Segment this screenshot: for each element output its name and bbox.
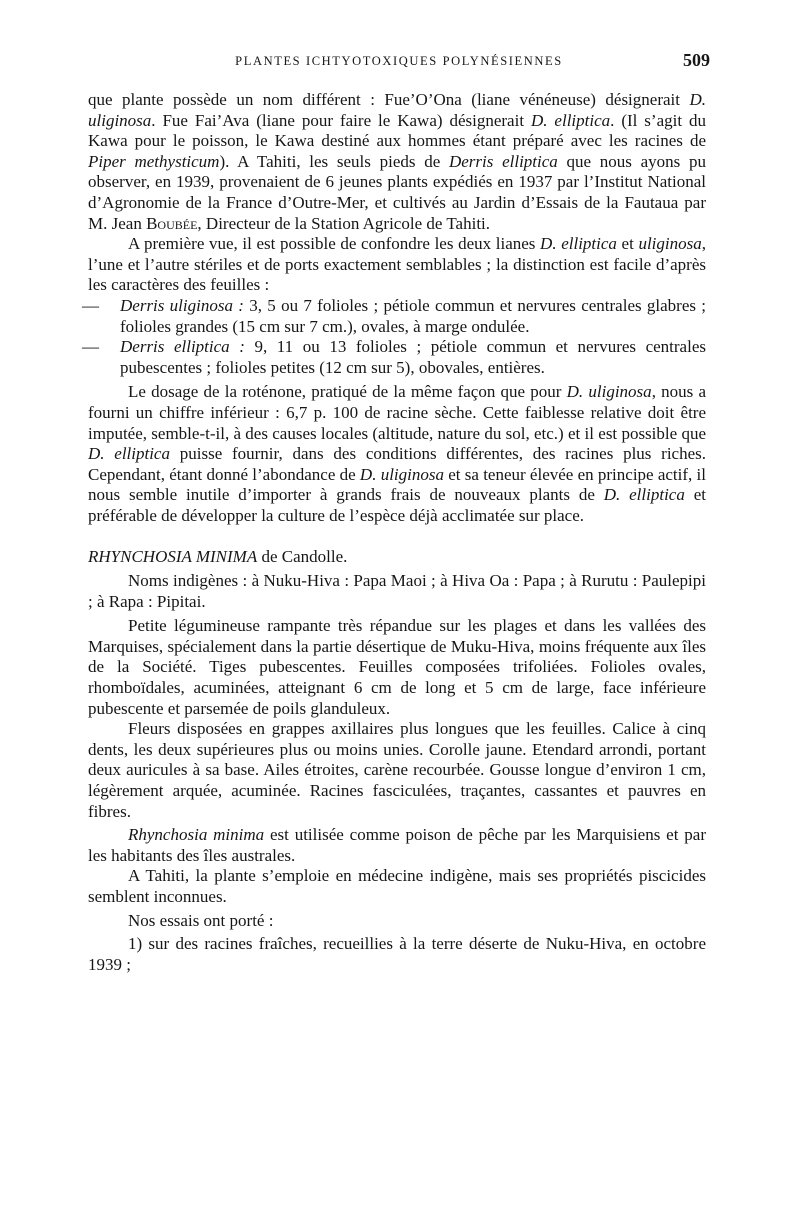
text-run: Noms indigènes : à Nuku-Hiva : Papa Maoi ; à Hiva Oa : Papa ; à Rurutu : Paulepipi ; à Rapa : Pipitai.: [88, 571, 706, 611]
paragraph-trials: [88, 911, 706, 932]
list-item-text: [120, 337, 706, 377]
paragraph-tahiti: [88, 866, 706, 907]
italic-run: D. elliptica: [540, 234, 617, 254]
text-run: 3, 5 ou 7 folioles ; pétiole commun et nervures centrales glabres ; folioles grandes (15 cm sur 7 cm.), ovales, à marge ondulée.: [120, 295, 707, 336]
italic-run: D. uliginosa: [566, 382, 652, 402]
text-run: , Directeur de la Station Agricole de Tahiti.: [197, 213, 491, 233]
italic-run: D. uliginosa: [359, 464, 444, 484]
italic-run: D. elliptica: [530, 110, 611, 130]
text-run: puisse fournir, dans des conditions différentes, des racines plus riches. Cependant, étant donné l’abondance de: [88, 444, 707, 484]
text-run: Fleurs disposées en grappes axillaires plus longues que les feuilles. Calice à cinq dents, les deux supérieures plus ou moins unies. Corolle jaune. Etendard arrondi, portant deux auricules à sa base. Ailes étroites, carène recourbée. Gousse longue d’environ 1 cm, légèrement arquée, acuminée. Racines fasciculées, traçantes, cassantes et pauvres en fibres.: [88, 719, 706, 821]
text-run: A Tahiti, la plante s’emploie en médecine indigène, mais ses propriétés piscicides semblent inconnues.: [88, 866, 706, 906]
list-dash: —: [82, 337, 99, 357]
paragraph-trial-1: [88, 934, 706, 975]
list-dash: —: [82, 295, 99, 315]
italic-run: Rhynchosia minima: [128, 825, 265, 845]
text-run: et sa teneur élevée en principe actif, il nous semble inutile d’importer à grands frais de nouveaux plants de: [88, 464, 706, 505]
page-number: 509: [683, 50, 710, 70]
list-item-text: [120, 296, 706, 336]
text-run: Boubée: [146, 213, 198, 233]
text-run: , nous a fourni un chiffre inférieur : 6,7 p. 100 de racine sèche. Cette faiblesse relative doit être imputée, semble-t-il, à des causes locales (altitude, nature du sol, etc.) et il est possible que: [88, 382, 707, 443]
italic-run: uliginosa: [638, 234, 702, 254]
text-run: que plante possède un nom différent : Fue’O’Ona (liane vénéneuse) désignerait: [88, 90, 690, 109]
text-run: 1) sur des racines fraîches, recueillies à la terre déserte de Nuku-Hiva, en octobre 1939 ;: [88, 934, 706, 974]
italic-run: Piper methysticum: [88, 151, 220, 171]
text-run: , l’une et l’autre stériles et de ports exactement semblables ; la distinction est facile d’après les caractères des feuilles :: [88, 234, 706, 295]
running-header: [88, 50, 710, 74]
paragraph-usage: [88, 825, 706, 866]
italic-run: D. uliginosa: [88, 90, 706, 130]
paragraph-rotenone-dosage: [88, 382, 706, 526]
text-run: est utilisée comme poison de pêche par les Marquisiens et par les habitants des îles australes.: [88, 825, 706, 865]
list-item-derris-uliginosa: [82, 295, 707, 337]
species-heading: [88, 547, 706, 568]
italic-run: Derris uliginosa :: [120, 295, 244, 315]
text-run: ). A Tahiti, les seuls pieds de: [219, 151, 449, 171]
paragraph-comparison: [88, 234, 706, 296]
italic-run: Derris elliptica: [448, 151, 558, 171]
italic-run: D. elliptica: [88, 444, 170, 464]
text-run: Le dosage de la roténone, pratiqué de la même façon que pour: [128, 382, 567, 402]
text-run: et: [616, 234, 639, 254]
italic-run: Derris elliptica :: [120, 337, 245, 357]
list-item-derris-elliptica: [82, 337, 706, 378]
body-text: [82, 90, 707, 975]
text-run: 9, 11 ou 13 folioles ; pétiole commun et nervures centrales pubescentes ; folioles petites (12 cm sur 5), obovales, entières.: [120, 337, 706, 377]
running-title: PLANTES ICHTYOTOXIQUES POLYNÉSIENNES: [235, 54, 563, 68]
paragraph-native-names: [88, 571, 706, 612]
text-run: Nos essais ont porté :: [128, 910, 274, 930]
text-run: Petite légumineuse rampante très répandue sur les plages et dans les vallées des Marquises, spécialement dans la partie désertique de Muku-Hiva, moins fréquente aux îles de la Société. Tiges pubescentes. Feuilles composées trifoliées. Folioles ovales, rhomboïdales, acuminées, atteignant 6 cm de long et 5 cm de large, face inférieure pubescente et parsemée de poils glanduleux.: [88, 616, 706, 718]
text-run: que nous ayons pu observer, en 1939, provenaient de 6 jeunes plants expédiés en 1937 par l’Institut National d’Agronomie de la France d’Outre-Mer, et cultivés au Jardin d’Essais de la Fautaua par M. Jean: [88, 151, 707, 233]
italic-run: RHYNCHOSIA MINIMA: [88, 547, 258, 567]
italic-run: D. elliptica: [603, 485, 685, 505]
text-run: et préférable de développer la culture de l’espèce déjà acclimatée sur place.: [88, 485, 706, 525]
text-run: . Fue Fai’Ava (liane pour faire le Kawa) désignerait: [151, 110, 531, 130]
text-run: A première vue, il est possible de confondre les deux lianes: [128, 234, 541, 254]
text-run: de Candolle.: [257, 547, 348, 567]
paragraph-derris-names: [88, 90, 706, 234]
text-run: . (Il s’agit du Kawa pour le poisson, le Kawa destiné aux hommes étant préparé avec les racines de: [88, 110, 706, 151]
paragraph-description: [88, 616, 706, 719]
paragraph-flowers: [88, 719, 706, 822]
